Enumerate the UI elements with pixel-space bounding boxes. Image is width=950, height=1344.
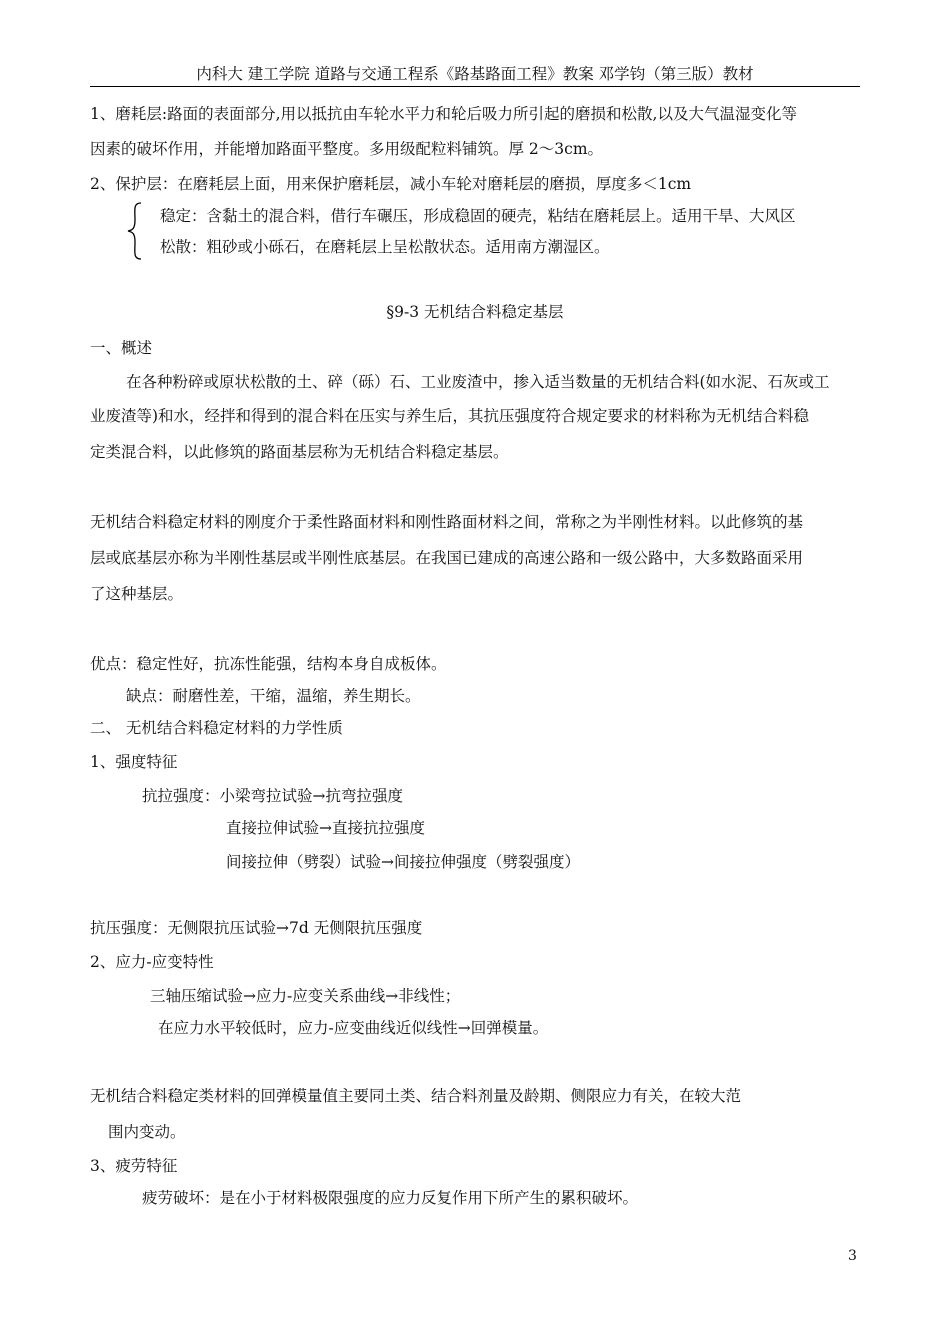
- advantages: 优点：稳定性好，抗冻性能强，结构本身自成板体。: [90, 655, 447, 673]
- stress-strain-heading: 2、应力-应变特性: [90, 953, 214, 971]
- page-header: 内科大 建工学院 道路与交通工程系《路基路面工程》教案 邓学钧（第三版）教材: [196, 65, 754, 83]
- strength-heading: 1、强度特征: [90, 753, 178, 771]
- triaxial-test: 三轴压缩试验→应力-应变关系曲线→非线性；: [150, 987, 461, 1005]
- low-stress-note: 在应力水平较低时，应力-应变曲线近似线性→回弹模量。: [158, 1019, 549, 1037]
- curly-brace-icon: [125, 202, 145, 260]
- overview-heading: 一、概述: [90, 339, 153, 357]
- overview-paragraph-2-line-1: 无机结合料稳定材料的刚度介于柔性路面材料和刚性路面材料之间，常称之为半刚性材料。以此修筑的基: [90, 513, 804, 531]
- wear-layer-line-1: 1、磨耗层:路面的表面部分,用以抵抗由车轮水平力和轮后吸力所引起的磨损和松散,以及大气温湿变化等: [90, 105, 797, 123]
- tensile-strength-line-1: 抗拉强度：小梁弯拉试验→抗弯拉强度: [142, 787, 403, 805]
- fatigue-heading: 3、疲劳特征: [90, 1157, 178, 1175]
- tensile-strength-line-3: 间接拉伸（劈裂）试验→间接拉伸强度（劈裂强度）: [226, 853, 580, 871]
- modulus-line-1: 无机结合料稳定类材料的回弹模量值主要同土类、结合料剂量及龄期、侧限应力有关，在较大范: [90, 1087, 742, 1105]
- overview-paragraph-2-line-2: 层或底基层亦称为半刚性基层或半刚性底基层。在我国已建成的高速公路和一级公路中，大多数路面采用: [90, 549, 804, 567]
- stable-item: 稳定：含黏土的混合料，借行车碾压，形成稳固的硬壳，粘结在磨耗层上。适用干旱、大风区: [160, 207, 796, 225]
- compressive-strength: 抗压强度：无侧限抗压试验→7d 无侧限抗压强度: [90, 919, 423, 937]
- disadvantages: 缺点：耐磨性差，干缩，温缩，养生期长。: [126, 687, 421, 705]
- overview-paragraph-2-line-3: 了这种基层。: [90, 585, 184, 603]
- overview-paragraph-1-line-2: 业废渣等)和水，经拌和得到的混合料在压实与养生后，其抗压强度符合规定要求的材料称为无机结合料稳: [90, 407, 810, 425]
- protect-layer-line: 2、保护层：在磨耗层上面，用来保护磨耗层，减小车轮对磨耗层的磨损，厚度多＜1cm: [90, 175, 692, 193]
- fatigue-definition: 疲劳破坏：是在小于材料极限强度的应力反复作用下所产生的累积破坏。: [142, 1189, 639, 1207]
- overview-paragraph-1-line-1: 在各种粉碎或原状松散的土、碎（砾）石、工业废渣中，掺入适当数量的无机结合料(如水泥、石灰或工: [126, 373, 830, 391]
- mechanics-heading: 二、 无机结合料稳定材料的力学性质: [90, 719, 343, 737]
- modulus-line-2: 围内变动。: [108, 1123, 186, 1141]
- overview-paragraph-1-line-3: 定类混合料，以此修筑的路面基层称为无机结合料稳定基层。: [90, 443, 509, 461]
- section-title: §9-3 无机结合料稳定基层: [386, 303, 564, 321]
- wear-layer-line-2: 因素的破坏作用，并能增加路面平整度。多用级配粒料铺筑。厚 2～3cm。: [90, 140, 604, 158]
- header-rule: [90, 86, 860, 87]
- loose-item: 松散：粗砂或小砾石，在磨耗层上呈松散状态。适用南方潮湿区。: [160, 238, 610, 256]
- page-number: 3: [848, 1248, 857, 1264]
- tensile-strength-line-2: 直接拉伸试验→直接抗拉强度: [226, 819, 425, 837]
